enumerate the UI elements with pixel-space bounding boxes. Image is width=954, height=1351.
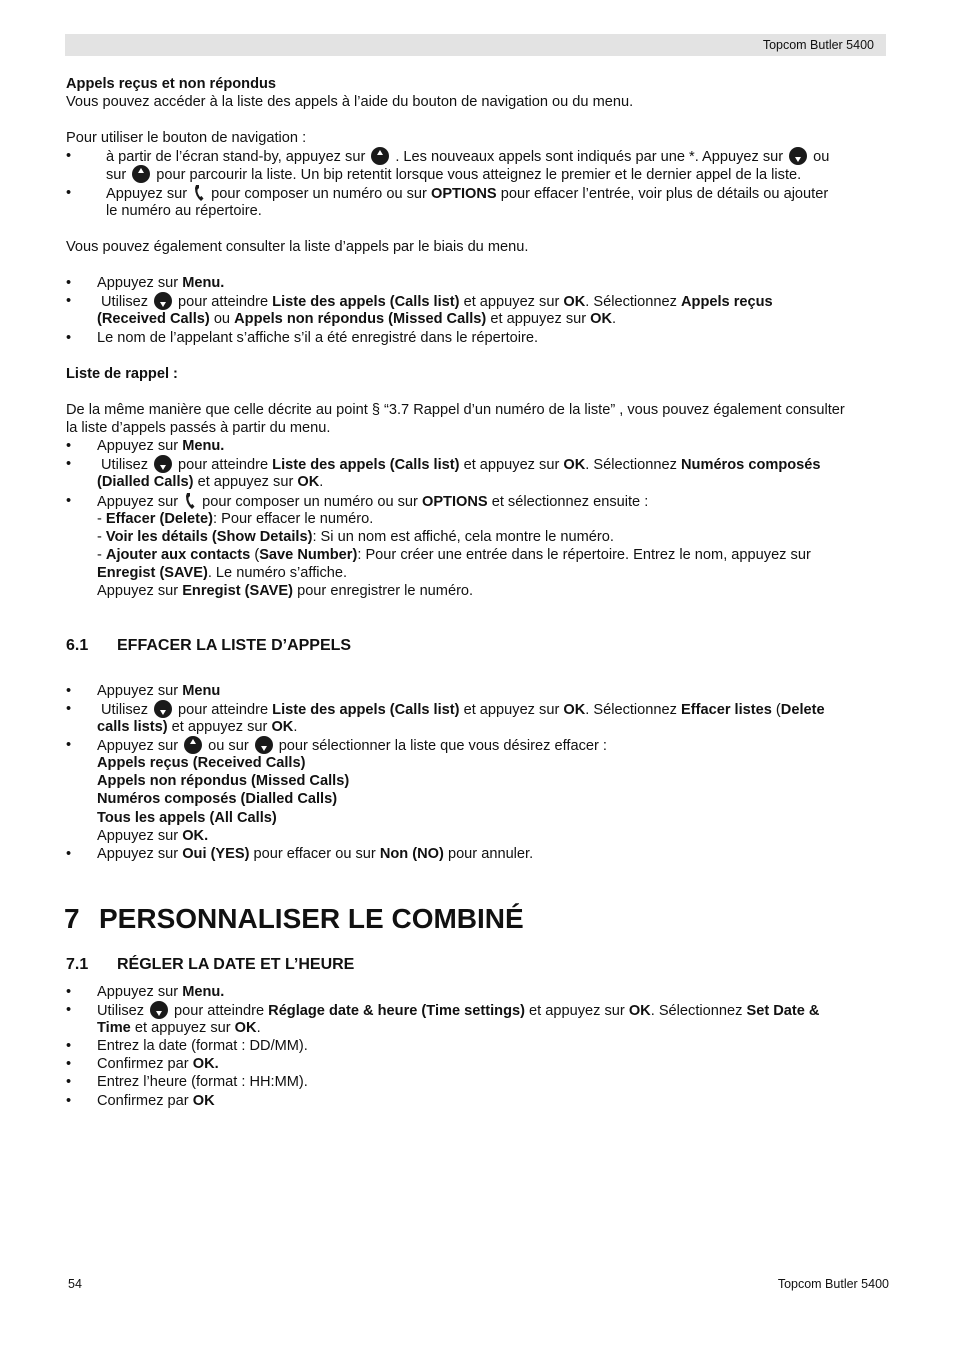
bullet: •	[66, 148, 72, 164]
nav-down-icon	[154, 455, 172, 473]
chapter-7-title: PERSONNALISER LE COMBINÉ	[99, 903, 524, 934]
erase-option-missed: Appels non répondus (Missed Calls)	[97, 773, 350, 789]
bullet: •	[66, 701, 72, 717]
bullet: •	[66, 1038, 72, 1054]
page-number: 54	[68, 1277, 82, 1291]
menu-step-2-line-2: (Received Calls) ou Appels non répondus (Missed Calls) et appuyez sur OK.	[97, 311, 617, 327]
bullet: •	[66, 683, 72, 699]
bullet: •	[66, 1056, 72, 1072]
chapter-7-number: 7	[64, 903, 80, 934]
redial-sub-5: Appuyez sur Enregist (SAVE) pour enregistrer le numéro.	[97, 583, 474, 599]
nav-up-icon	[371, 147, 389, 165]
redial-sub-3: - Ajouter aux contacts (Save Number): Pour créer une entrée dans le répertoire. Entrez le nom, appuyez sur	[97, 547, 811, 563]
time-step-3: Entrez la date (format : DD/MM).	[97, 1038, 308, 1054]
section-6-1-title: EFFACER LA LISTE D’APPELS	[117, 637, 352, 654]
nav-intro: Pour utiliser le bouton de navigation :	[66, 130, 307, 146]
nav-down-icon	[255, 736, 273, 754]
menu-step-2-line-1: Utilisez pour atteindre Liste des appels (Calls list) et appuyez sur OK. Sélectionnez Appels reçus	[101, 294, 773, 310]
bullet: •	[66, 185, 72, 201]
bullet: •	[66, 493, 72, 509]
menu-intro: Vous pouvez également consulter la liste d’appels par le biais du menu.	[66, 239, 529, 255]
bullet: •	[66, 1074, 72, 1090]
bullet: •	[66, 330, 72, 346]
section-6-1-number: 6.1	[66, 637, 89, 654]
redial-step-1: Appuyez sur Menu.	[97, 438, 225, 454]
redial-sub-1: - Effacer (Delete): Pour effacer le numéro.	[97, 511, 374, 527]
bullet: •	[66, 1093, 72, 1109]
nav-up-icon	[132, 165, 150, 183]
time-step-4: Confirmez par OK.	[97, 1056, 219, 1072]
bullet: •	[66, 737, 72, 753]
bullet: •	[66, 438, 72, 454]
nav-down-icon	[150, 1001, 168, 1019]
redial-sub-4: Enregist (SAVE). Le numéro s’affiche.	[97, 565, 348, 581]
received-intro: Vous pouvez accéder à la liste des appels à l’aide du bouton de navigation ou du menu.	[66, 94, 634, 110]
section-7-1-number: 7.1	[66, 956, 89, 973]
nav-down-icon	[154, 292, 172, 310]
nav-bullet-1-line-2: sur pour parcourir la liste. Un bip retentit lorsque vous atteignez le premier et le dernier appel de la liste.	[106, 167, 802, 183]
time-step-2-line-1: Utilisez pour atteindre Réglage date & heure (Time settings) et appuyez sur OK. Sélectionnez Set Date &	[97, 1003, 820, 1019]
menu-step-1: Appuyez sur Menu.	[97, 275, 225, 291]
erase-step-4: Appuyez sur Oui (YES) pour effacer ou sur Non (NO) pour annuler.	[97, 846, 534, 862]
erase-option-received: Appels reçus (Received Calls)	[97, 755, 306, 771]
erase-step-2-line-1: Utilisez pour atteindre Liste des appels (Calls list) et appuyez sur OK. Sélectionnez Effacer listes (Delete	[101, 702, 825, 718]
bullet: •	[66, 456, 72, 472]
bullet: •	[66, 984, 72, 1000]
time-step-2-line-2: Time et appuyez sur OK.	[97, 1020, 261, 1036]
nav-up-icon	[184, 736, 202, 754]
erase-confirm-ok: Appuyez sur OK.	[97, 828, 209, 844]
bullet: •	[66, 846, 72, 862]
bullet: •	[66, 293, 72, 309]
section-7-1-title: RÉGLER LA DATE ET L’HEURE	[117, 956, 355, 973]
erase-step-3: Appuyez sur ou sur pour sélectionner la liste que vous désirez effacer :	[97, 738, 607, 754]
redial-step-2-line-1: Utilisez pour atteindre Liste des appels (Calls list) et appuyez sur OK. Sélectionnez Numéros composés	[101, 457, 821, 473]
nav-bullet-2-line-2: le numéro au répertoire.	[106, 203, 262, 219]
nav-bullet-1-line-1: à partir de l’écran stand-by, appuyez sur . Les nouveaux appels sont indiqués par une *. Appuyez sur ou	[106, 149, 830, 165]
footer-product: Topcom Butler 5400	[777, 1277, 889, 1291]
time-step-6: Confirmez par OK	[97, 1093, 215, 1109]
menu-step-3: Le nom de l’appelant s’affiche s’il a été enregistré dans le répertoire.	[97, 330, 539, 346]
redial-title: Liste de rappel :	[66, 366, 178, 382]
nav-down-icon	[789, 147, 807, 165]
phone-icon	[185, 492, 195, 510]
header-bar	[65, 34, 886, 56]
phone-icon	[194, 184, 204, 202]
erase-step-1: Appuyez sur Menu	[97, 683, 221, 699]
header-product: Topcom Butler 5400	[762, 38, 874, 52]
erase-option-all: Tous les appels (All Calls)	[97, 810, 277, 826]
time-step-1: Appuyez sur Menu.	[97, 984, 225, 1000]
redial-step-2-line-2: (Dialled Calls) et appuyez sur OK.	[97, 474, 324, 490]
redial-step-3: Appuyez sur pour composer un numéro ou sur OPTIONS et sélectionnez ensuite :	[97, 494, 649, 510]
redial-sub-2: - Voir les détails (Show Details): Si un nom est affiché, cela montre le numéro.	[97, 529, 614, 545]
bullet: •	[66, 275, 72, 291]
redial-para-line-2: la liste d’appels passés à partir du menu.	[66, 420, 331, 436]
received-title: Appels reçus et non répondus	[66, 76, 277, 92]
redial-para-line-1: De la même manière que celle décrite au point § “3.7 Rappel d’un numéro de la liste” , vous pouvez également consulter	[66, 402, 845, 418]
nav-bullet-2-line-1: Appuyez sur pour composer un numéro ou sur OPTIONS pour effacer l’entrée, voir plus de détails ou ajouter	[106, 186, 829, 202]
nav-down-icon	[154, 700, 172, 718]
erase-step-2-line-2: calls lists) et appuyez sur OK.	[97, 719, 298, 735]
time-step-5: Entrez l’heure (format : HH:MM).	[97, 1074, 308, 1090]
bullet: •	[66, 1002, 72, 1018]
erase-option-dialled: Numéros composés (Dialled Calls)	[97, 791, 338, 807]
